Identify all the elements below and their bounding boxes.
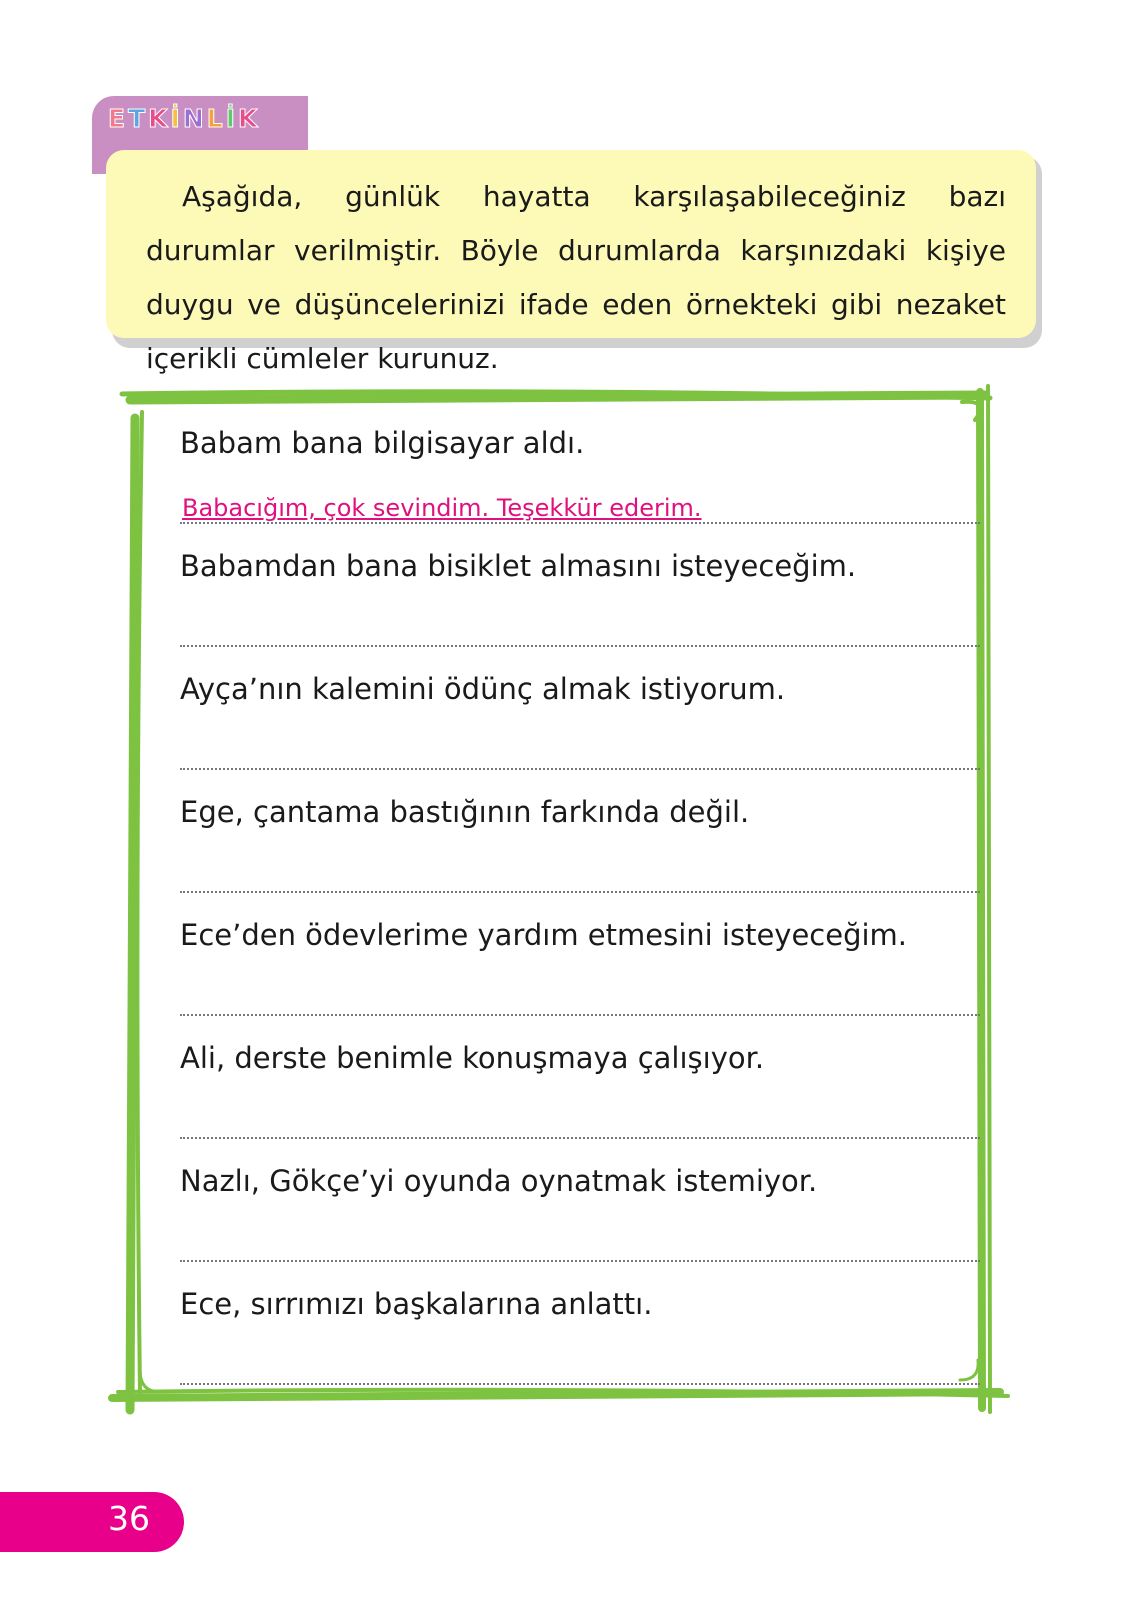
exercise-list (180, 418, 980, 1402)
page-number: 36 (108, 1499, 150, 1538)
exercise-row (180, 664, 980, 787)
exercise-row (180, 787, 980, 910)
activity-title-letter: N (182, 104, 207, 133)
answer-line[interactable] (180, 1260, 980, 1262)
answer-line[interactable] (180, 768, 980, 770)
answer-line[interactable] (180, 1014, 980, 1016)
exercise-prompt: Nazlı, Gökçe’yi oyunda oynatmak istemiyor. (180, 1164, 818, 1198)
exercise-row (180, 910, 980, 1033)
exercise-row (180, 1279, 980, 1402)
exercise-row (180, 418, 980, 541)
activity-title-letter: E (108, 104, 129, 133)
exercise-prompt: Babam bana bilgisayar aldı. (180, 426, 585, 460)
activity-title-letter: T (128, 104, 149, 133)
exercise-prompt: Ece’den ödevlerime yardım etmesini isteyeceğim. (180, 918, 908, 952)
activity-title-letter: K (148, 104, 171, 133)
exercise-prompt: Ege, çantama bastığının farkında değil. (180, 795, 750, 829)
activity-title-letter: İ (225, 104, 239, 133)
answer-line[interactable] (180, 1383, 980, 1385)
exercise-row (180, 1156, 980, 1279)
example-answer: Babacığım, çok sevindim. Teşekkür ederim. (182, 494, 702, 522)
activity-title-letter: İ (170, 104, 183, 133)
page-number-badge (0, 1492, 184, 1552)
exercise-prompt: Ali, derste benimle konuşmaya çalışıyor. (180, 1041, 765, 1075)
answer-line[interactable] (180, 1137, 980, 1139)
answer-line[interactable] (180, 522, 980, 524)
answer-line[interactable] (180, 645, 980, 647)
instruction-text: Aşağıda, günlük hayatta karşılaşabileceğiniz bazı durumlar verilmiştir. Böyle durumlarda karşınızdaki kişiye duygu ve düşüncelerinizi ifade eden örnekteki gibi nezaket içerikli cümleler kurunuz. (146, 180, 1006, 375)
activity-title-letter: L (206, 104, 226, 133)
exercise-row (180, 1033, 980, 1156)
exercise-prompt: Babamdan bana bisiklet almasını isteyeceğim. (180, 549, 857, 583)
exercise-row (180, 541, 980, 664)
answer-line[interactable] (180, 891, 980, 893)
exercise-prompt: Ece, sırrımızı başkalarına anlattı. (180, 1287, 653, 1321)
activity-title-letter: K (238, 104, 261, 133)
exercise-prompt: Ayça’nın kalemini ödünç almak istiyorum. (180, 672, 786, 706)
